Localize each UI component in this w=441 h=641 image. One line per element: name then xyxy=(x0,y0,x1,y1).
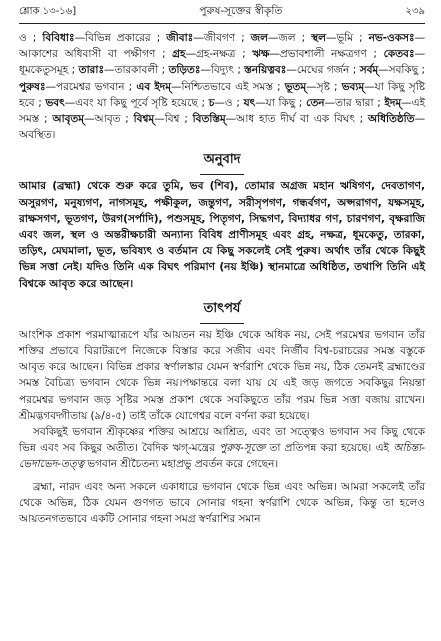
synonym-meaning: —ও ; xyxy=(214,96,244,109)
sanskrit-word: চ xyxy=(208,96,215,109)
sanskrit-word: সর্বম্ xyxy=(359,64,379,77)
translation-heading-text: অনুবাদ xyxy=(200,150,245,175)
running-header xyxy=(19,0,425,24)
sanskrit-word: অধিতিষ্ঠতি xyxy=(368,113,415,126)
purport-paragraph-1: আংশিক প্রকাশ পরমাত্মারূপে যাঁর আয়তন নয় ইঞ্চি থেকে অধিক নয়, সেই পরমেশ্বর ভগবান তাঁর শক্তির প্রভাবে বিরাটরূপে নিজেকে বিস্তার করে সজীব এবং নির্জীব বিশ্ব-চরাচরের সমস্ত বস্তুকে আবৃত করে আছেন। বিভিন্ন প্রকার স্বর্ণালঙ্কার যেমন স্বর্ণরাশি থেকে ভিন্ন নয়, ঠিক তেমনই ব্রহ্মাণ্ডের সমস্ত বৈচিত্র্য ভগবান থেকে ভিন্ন নয়।পক্ষান্তরে বলা যায় যে এই জড় জগতে সবকিছুর নিয়ন্তা পরমেশ্বর ভগবান জড় সৃষ্টির সমস্ত প্রকাশ থেকে সবকিছুতে তাঁর পরম ভিন্ন সত্তা বজায় রাখেন। শ্রীমদ্ভগবদ্গীতায় (৯/৪-৫) তাই তাঁকে যোগেশ্বর বলে বর্ণনা করা হয়েছে। xyxy=(19,328,425,422)
purport-paragraph-3: ব্রহ্মা, নারদ এবং অন্য সকলে একাধারে ভগবান থেকে ভিন্ন এবং অভিন্ন। আমরা সকলেই তাঁর থেকে অভিন্ন, ঠিক যেমন গুণগত ভাবে সোনার গহনা স্বর্ণরাশি থেকে অভিন্ন, কিন্তু তা হলেও আয়তনগতভাবে একটি সোনার গহনা সমগ্র স্বর্ণরাশির সমান xyxy=(19,480,425,526)
sanskrit-word: তড়িতঃ xyxy=(168,64,201,77)
synonym-meaning: —যা কিছু সৃষ্টি হবে ; xyxy=(19,80,425,109)
sanskrit-word: গ্রহ xyxy=(172,48,186,61)
synonym-meaning: —বিভিন্ন প্রকারের ; xyxy=(74,32,167,44)
synonym-meaning: —ভূমি ; xyxy=(325,32,369,44)
sanskrit-word: ভবৎ xyxy=(45,96,65,109)
sanskrit-word: ভূতম্ xyxy=(284,80,307,93)
synonym-meaning: —গ্রহ-নক্ষত্র ; xyxy=(185,48,253,61)
purport-text: ভগবান শ্রীচৈতন্য মহাপ্রভু প্রবর্তন করে গেছেন। xyxy=(84,458,279,471)
scripture-reference: পুরুষ-সূক্তে xyxy=(219,442,266,455)
purport-heading-text: তাৎপর্য xyxy=(200,299,245,324)
sanskrit-word: ইদম্ xyxy=(384,96,402,109)
translation-text: আমার (ব্রহ্মা) থেকে শুরু করে তুমি, ভব (শিব), তোমার অগ্রজ মহান ঋষিগণ, দেবতাগণ, অসুরগণ, মনুষ্যগণ, নাগসমূহ, পক্ষীকুল, জন্তুগণ, সরীসৃপগণ, গন্ধর্বগণ, অপ্সরাগণ, যক্ষসমূহ, রাক্ষসগণ, ভূতগণ, উরগ(সর্পাদি), পশুসমূহ, পিতৃগণ, সিদ্ধগণ, বিদ্যাধর গণ, চারণগণ, বৃক্ষরাজি এবং জল, স্থল ও অন্তরীক্ষচারী অন্যান্য বিবিধ প্রাণীসমূহ এবং গ্রহ, নক্ষত্র, ধূমকেতু, তারকা, তড়িৎ, মেঘমালা, ভূত, ভবিষ্যৎ ও বর্তমান যে কিছু সকলেই সেই পুরুষ। অর্থাৎ তাঁর থেকে কিছুই ভিন্ন সত্তা নেই। যদিও তিনি এক বিঘৎ পরিমাণ (নয় ইঞ্চি) স্থানমাত্রে অধিষ্ঠিত, তথাপি তিনি এই বিশ্বকে আবৃত করে আছেন। xyxy=(19,179,425,290)
synonym-meaning: —যা কিছু ; xyxy=(255,96,307,109)
synonym-meaning: —বিশ্ব ; xyxy=(154,113,193,126)
synonyms-block xyxy=(19,30,425,143)
sanskrit-word: বিতস্তিম্ xyxy=(192,113,226,126)
purport-body xyxy=(19,327,425,527)
chapter-title: পুরুষ-সূক্তের স্বীকৃতি xyxy=(199,5,283,17)
sanskrit-word: বিশ্বম্ xyxy=(133,113,155,126)
purport-paragraph-2 xyxy=(19,424,425,473)
sanskrit-word: এব xyxy=(136,80,151,93)
synonym-meaning: —অবস্থিত। xyxy=(19,113,426,142)
synonym-meaning: —জল ; xyxy=(267,32,312,44)
sanskrit-word: স্থল xyxy=(311,32,326,44)
synonym-meaning: —আধ হাত দীর্ঘ বা এক বিঘৎ ; xyxy=(225,113,368,126)
synonym-meaning: —সৃষ্ট ; xyxy=(306,80,342,93)
sanskrit-word: কেতবঃ xyxy=(383,48,415,61)
sanskrit-word: নভ-ওকসঃ xyxy=(368,32,415,44)
sanskrit-word: তারাঃ xyxy=(78,64,104,77)
synonym-meaning: —এই সমস্ত ; xyxy=(19,96,426,126)
sanskrit-word: বিবিধাঃ xyxy=(42,32,75,44)
synonym-text: ও ; xyxy=(19,32,43,44)
synonym-meaning: —তারকাবলী ; xyxy=(104,64,169,77)
synonym-meaning: —ধূমকেতুসমূহ ; xyxy=(19,48,425,77)
synonym-meaning: —এবং যা কিছু পূর্বে সৃষ্টি হয়েছে ; xyxy=(64,96,209,109)
synonym-meaning: —পরমেশ্বর ভগবান ; xyxy=(45,80,137,93)
philosophy-term: অচিন্ত্য-ভেদাভেদ-তত্ত্ব xyxy=(19,442,425,471)
sanskrit-word: তেন xyxy=(306,96,325,109)
translation-heading xyxy=(19,150,425,175)
sanskrit-word: যৎ xyxy=(243,96,256,109)
purport-heading xyxy=(19,299,425,324)
purport-text: তা প্রতিপন্ন করা হয়েছে। এই xyxy=(265,442,394,455)
synonym-meaning: —নিশ্চিতভাবে এই সমস্ত ; xyxy=(171,80,285,93)
sanskrit-word: জল xyxy=(250,32,268,44)
sanskrit-word: ভব্যম্ xyxy=(341,80,365,93)
synonym-meaning: —তার দ্বারা ; xyxy=(324,96,385,109)
sanskrit-word: পুরুষঃ xyxy=(19,80,46,93)
sanskrit-word: জীবাঃ xyxy=(166,32,194,44)
page-number: ২৩৯ xyxy=(405,6,425,17)
sanskrit-word: ঋক্ষ xyxy=(252,48,270,61)
synonym-meaning: —সবকিছু ; xyxy=(378,64,425,77)
synonym-meaning: —জীবগণ ; xyxy=(193,32,251,44)
synonym-meaning: —আবৃত ; xyxy=(84,113,134,126)
synonym-meaning: —বিদ্যুৎ ; xyxy=(200,64,245,77)
synonym-meaning: —প্রভাবশালী নক্ষত্রগণ ; xyxy=(269,48,384,61)
sanskrit-word: ইদম্ xyxy=(154,80,172,93)
synonym-meaning: —মেঘের গর্জন ; xyxy=(286,64,360,77)
synonym-meaning: —আকাশের অধিবাসী বা পক্ষীগণ ; xyxy=(19,32,426,61)
verse-range: শ্লোক ১৩-১৬] xyxy=(19,6,77,17)
purport-text: সবকিছুই ভগবান শ্রীকৃষ্ণের শক্তির আশ্রয়ে আশ্রিত, এবং তা সত্ত্বেও ভগবান সব কিছু থেকে ভিন্ন এবং সব কিছুর অতীত। বৈদিক ঋগ্-মন্ত্রের xyxy=(19,426,425,455)
sanskrit-word: আবৃতম্ xyxy=(52,113,85,126)
sanskrit-word: স্তনয়িত্নবঃ xyxy=(244,64,287,77)
